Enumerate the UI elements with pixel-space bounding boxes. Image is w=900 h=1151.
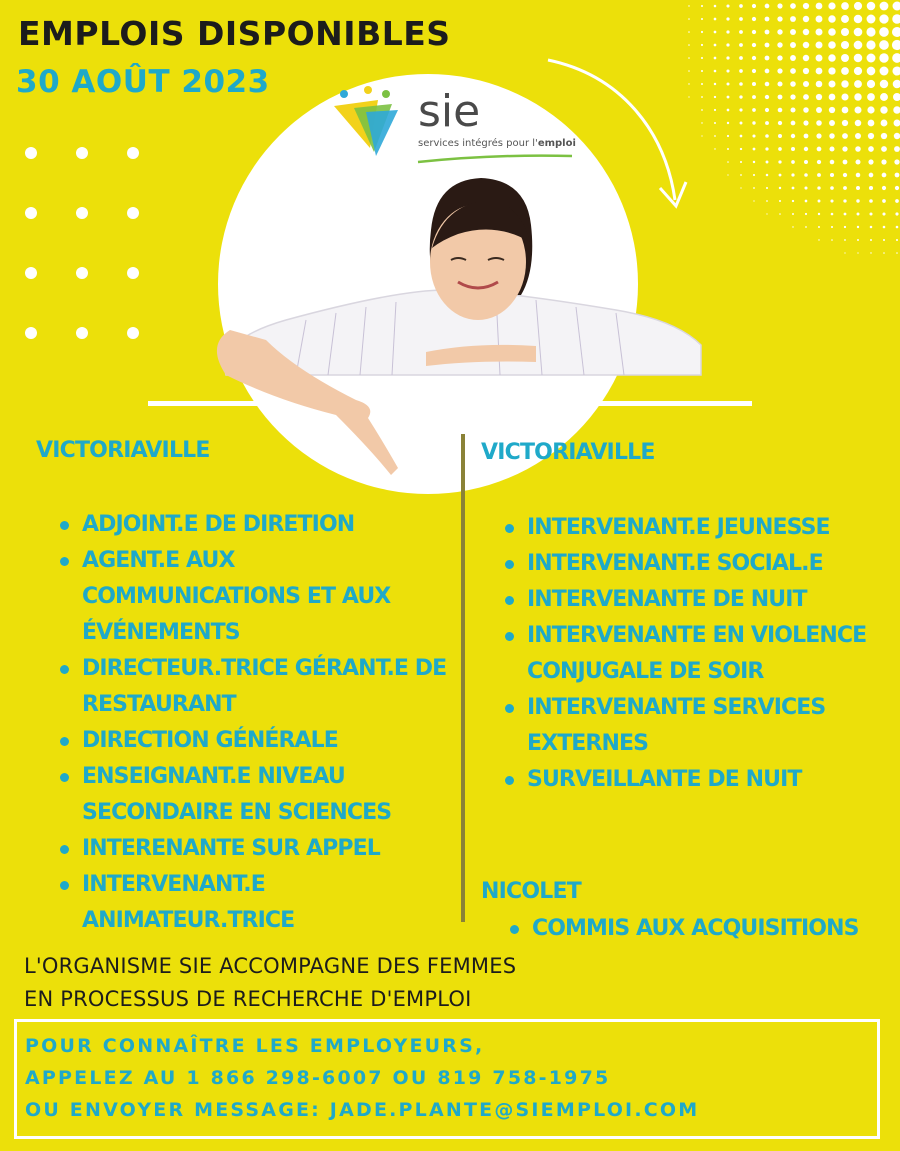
contact-line-1: POUR CONNAÎTRE LES EMPLOYEURS,: [25, 1035, 485, 1057]
page-date: 30 AOÛT 2023: [16, 64, 270, 100]
job-item: INTERENANTE SUR APPEL: [58, 831, 458, 867]
column-divider: [461, 434, 465, 922]
left-city-heading: VICTORIAVILLE: [36, 438, 210, 463]
job-item: INTERVENANT.E ANIMATEUR.TRICE: [58, 867, 458, 939]
dot-pattern-left: [15, 135, 145, 345]
logo-wordmark: sie: [418, 86, 481, 137]
job-item: ENSEIGNANT.E NIVEAU SECONDAIRE EN SCIENCES: [58, 759, 458, 831]
logo-tagline: services intégrés pour l'emploi: [418, 138, 576, 149]
job-item: COMMIS AUX ACQUISITIONS: [508, 911, 893, 947]
contact-line-3: OU ENVOYER MESSAGE: JADE.PLANTE@SIEMPLOI.COM: [25, 1099, 700, 1121]
left-job-list: [58, 507, 458, 939]
nicolet-heading: NICOLET: [481, 879, 581, 904]
job-item: ADJOINT.E DE DIRETION: [58, 507, 458, 543]
woman-pointing-illustration: [196, 170, 706, 480]
logo-swoosh-icon: [416, 152, 576, 166]
notice-line-2: EN PROCESSUS DE RECHERCHE D'EMPLOI: [24, 987, 472, 1011]
job-item: INTERVENANT.E JEUNESSE: [503, 510, 888, 546]
job-item: INTERVENANT.E SOCIAL.E: [503, 546, 888, 582]
contact-box: [14, 1019, 880, 1139]
sie-logo: [330, 86, 590, 166]
job-item: DIRECTION GÉNÉRALE: [58, 723, 458, 759]
organization-notice: [24, 950, 516, 1016]
job-item: INTERVENANTE SERVICES EXTERNES: [503, 690, 888, 762]
contact-line-2: APPELEZ AU 1 866 298-6007 OU 819 758-1975: [25, 1067, 611, 1089]
right-city-heading: VICTORIAVILLE: [481, 440, 655, 465]
job-item: AGENT.E AUX COMMUNICATIONS ET AUX ÉVÉNEMENTS: [58, 543, 458, 651]
sie-logo-mark-icon: [330, 86, 410, 166]
notice-line-1: L'ORGANISME SIE ACCOMPAGNE DES FEMMES: [24, 954, 517, 978]
job-item: INTERVENANTE DE NUIT: [503, 582, 888, 618]
nicolet-job-list: [508, 911, 893, 947]
job-item: INTERVENANTE EN VIOLENCE CONJUGALE DE SOIR: [503, 618, 888, 690]
page-title: EMPLOIS DISPONIBLES: [18, 14, 451, 53]
job-item: SURVEILLANTE DE NUIT: [503, 762, 888, 798]
job-item: DIRECTEUR.TRICE GÉRANT.E DE RESTAURANT: [58, 651, 458, 723]
right-job-list: [503, 510, 888, 798]
